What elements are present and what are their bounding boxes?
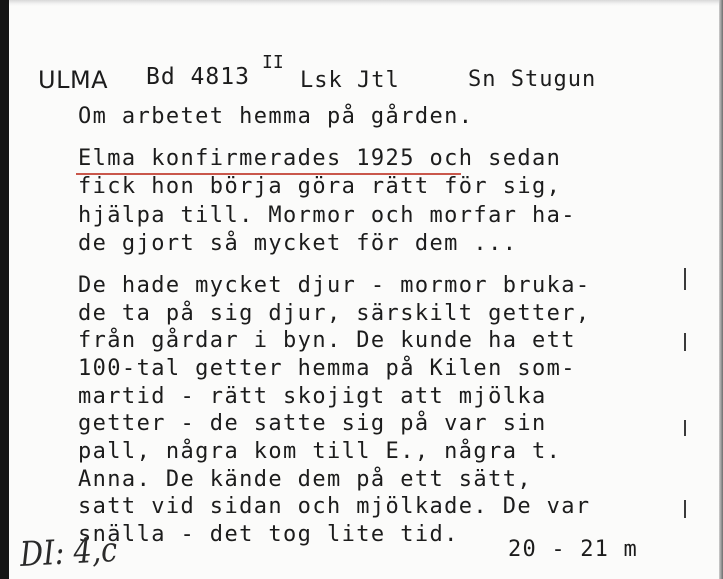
edge-mark — [684, 268, 686, 290]
text-line: 100-tal getter hemma på Kilen som- — [78, 356, 576, 381]
text-line: från gårdar i byn. De kunde ha ett — [78, 328, 576, 353]
topic-line: Om arbetet hemma på gården. — [78, 104, 474, 129]
text-line: Anna. De kände dem på ett sätt, — [78, 467, 532, 492]
edge-mark — [684, 500, 686, 518]
archive-number: Bd 4813 — [146, 64, 250, 90]
edge-mark — [684, 420, 686, 436]
text-line: De hade mycket djur - mormor bruka- — [78, 273, 591, 298]
text-line: hjälpa till. Mormor och morfar ha- — [78, 203, 576, 228]
edge-mark — [684, 333, 686, 351]
text-line: satt vid sidan och mjölkade. De var — [78, 494, 591, 519]
text-line: fick hon börja göra rätt för sig, — [78, 174, 562, 199]
handwritten-classification: DI: 4,c — [18, 529, 119, 575]
text-line: de gjort så mycket för dem ... — [78, 231, 518, 256]
text-line: de ta på sig djur, särskilt getter, — [78, 301, 591, 326]
text-line: getter - de satte sig på var sin — [78, 411, 547, 436]
text-line: pall, några kom till E., några t. — [78, 439, 562, 464]
landskap-field: Lsk Jtl — [300, 68, 400, 93]
socken-field: Sn Stugun — [468, 67, 597, 92]
archive-number-suffix: II — [262, 52, 284, 73]
text-line: Elma konfirmerades 1925 och sedan — [78, 146, 562, 171]
page-reference: 20 - 21 m — [508, 537, 639, 562]
archive-code: ULMA — [38, 66, 109, 94]
card-header — [0, 0, 723, 100]
text-line: snälla - det tog lite tid. — [78, 522, 459, 547]
text-line: martid - rätt skojigt att mjölka — [78, 384, 547, 409]
